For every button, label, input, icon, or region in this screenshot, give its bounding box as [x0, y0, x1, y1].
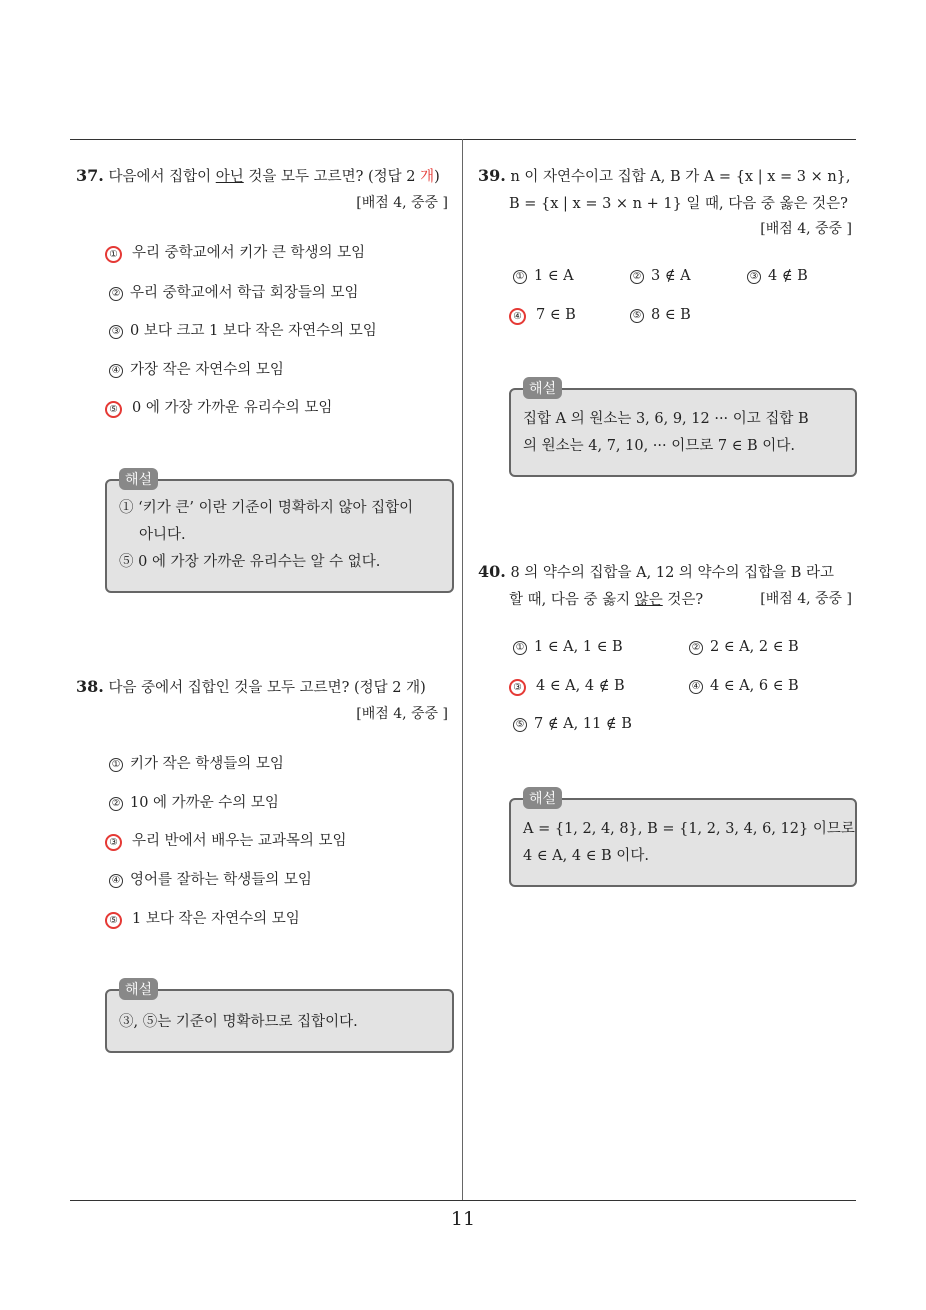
q37-solution-box: 해설 ① ‘키가 큰’ 이란 기준이 명확하지 않아 집합이 아니다. ⑤ 0 에 가장 가까운 유리수는 알 수 없다.	[105, 479, 454, 593]
q38-option-3[interactable]: ③ 우리 반에서 배우는 교과목의 모임	[109, 829, 347, 851]
q39-option-1[interactable]: ① 1 ∈ A	[513, 268, 574, 284]
q38-solution-box: 해설 ③, ⑤는 기준이 명확하므로 집합이다.	[105, 989, 454, 1053]
q40-option-2[interactable]: ② 2 ∈ A, 2 ∈ B	[689, 639, 799, 655]
solution-tag: 해설	[523, 787, 562, 809]
solution-tag: 해설	[119, 468, 158, 490]
q38-option-1[interactable]: ① 키가 작은 학생들의 모임	[109, 752, 284, 773]
q40-option-3[interactable]: ③ 4 ∈ A, 4 ∉ B	[513, 678, 625, 696]
question-38-stem: 38. 다음 중에서 집합인 것을 모두 고르면? (정답 2 개)	[76, 677, 426, 696]
q37-option-2[interactable]: ② 우리 중학교에서 학급 회장들의 모임	[109, 281, 359, 302]
q40-option-4[interactable]: ④ 4 ∈ A, 6 ∈ B	[689, 678, 799, 694]
question-37-stem: 37. 다음에서 집합이 아닌 것을 모두 고르면? (정답 2 개)	[76, 166, 440, 185]
answer-mark: ⑤	[105, 401, 122, 418]
question-40-meta: [배점 4, 중중 ]	[760, 591, 852, 607]
solution-tag: 해설	[119, 978, 158, 1000]
answer-mark: ③	[105, 834, 122, 851]
q38-option-2[interactable]: ② 10 에 가까운 수의 모임	[109, 791, 279, 812]
q37-option-5[interactable]: ⑤ 0 에 가장 가까운 유리수의 모임	[109, 396, 332, 418]
q39-option-4[interactable]: ④ 7 ∈ B	[513, 307, 576, 325]
q39-solution-box: 해설 집합 A 의 원소는 3, 6, 9, 12 ··· 이고 집합 B 의 원소는 4, 7, 10, ··· 이므로 7 ∈ B 이다.	[509, 388, 857, 477]
q37-option-3[interactable]: ③ 0 보다 크고 1 보다 작은 자연수의 모임	[109, 319, 377, 340]
q39-option-5[interactable]: ⑤ 8 ∈ B	[630, 307, 691, 323]
answer-mark: ①	[105, 246, 122, 263]
q39-option-3[interactable]: ③ 4 ∉ B	[747, 268, 808, 284]
q37-option-1[interactable]: ① 우리 중학교에서 키가 큰 학생의 모임	[109, 241, 365, 263]
top-rule	[70, 139, 856, 140]
q40-solution-box: 해설 A = {1, 2, 4, 8}, B = {1, 2, 3, 4, 6, 12} 이므로 4 ∈ A, 4 ∈ B 이다.	[509, 798, 857, 887]
q38-option-4[interactable]: ④ 영어를 잘하는 학생들의 모임	[109, 868, 312, 889]
page-number: 11	[450, 1208, 476, 1230]
question-39-meta: [배점 4, 중중 ]	[760, 221, 852, 237]
question-40-stem: 40. 8 의 약수의 집합을 A, 12 의 약수의 집합을 B 라고 할 때, 다음 중 옳지 않은 것은?	[478, 562, 835, 608]
q39-option-2[interactable]: ② 3 ∉ A	[630, 268, 691, 284]
q37-option-4[interactable]: ④ 가장 작은 자연수의 모임	[109, 358, 284, 379]
question-number: 37.	[76, 166, 104, 185]
bottom-rule	[70, 1200, 856, 1201]
q40-option-5[interactable]: ⑤ 7 ∉ A, 11 ∉ B	[513, 716, 632, 732]
question-39-stem: 39. n 이 자연수이고 집합 A, B 가 A = {x | x = 3 × n}, B = {x | x = 3 × n + 1} 일 때, 다음 중 옳은 것은?	[478, 166, 851, 212]
q38-option-5[interactable]: ⑤ 1 보다 작은 자연수의 모임	[109, 907, 300, 929]
solution-tag: 해설	[523, 377, 562, 399]
answer-mark: ④	[509, 308, 526, 325]
answer-mark: ③	[509, 679, 526, 696]
question-37-meta: [배점 4, 중중 ]	[356, 195, 448, 211]
answer-mark: ⑤	[105, 912, 122, 929]
q40-option-1[interactable]: ① 1 ∈ A, 1 ∈ B	[513, 639, 623, 655]
column-divider	[462, 139, 463, 1200]
question-38-meta: [배점 4, 중중 ]	[356, 706, 448, 722]
